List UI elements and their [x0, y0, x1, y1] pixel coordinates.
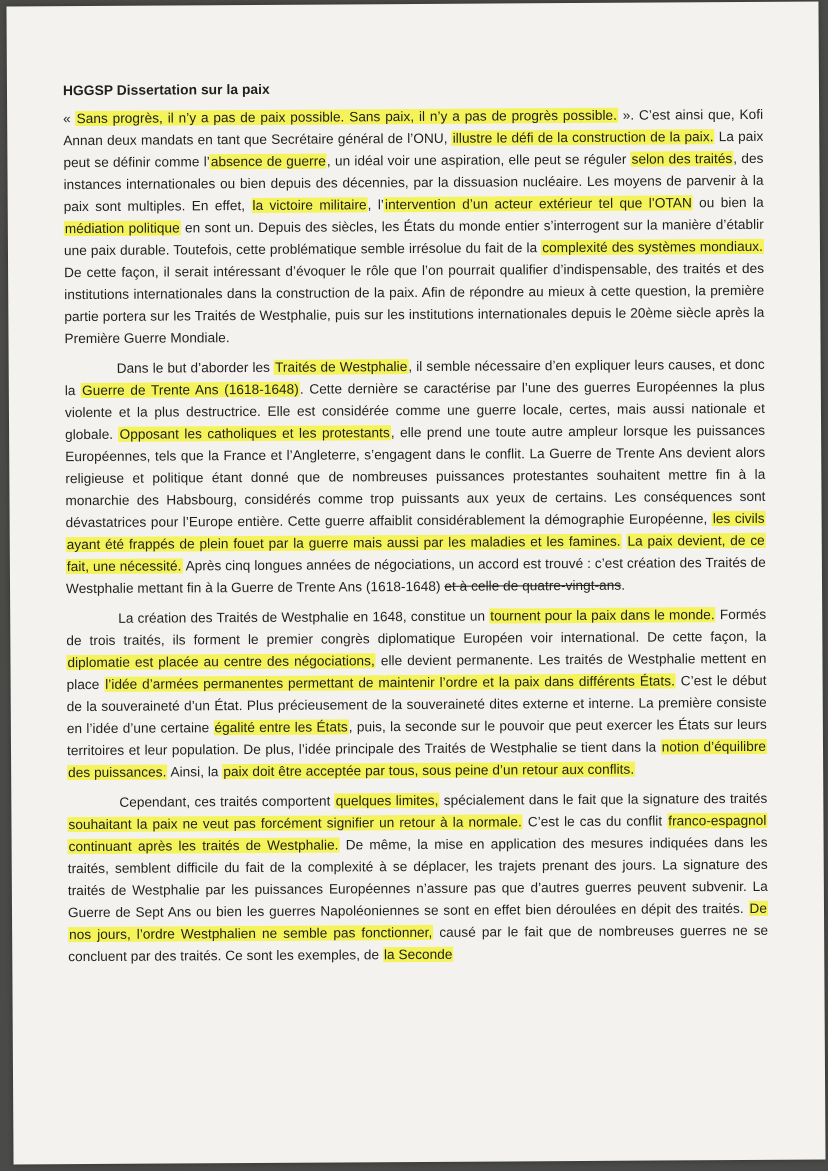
text-run: Ainsi, la: [167, 764, 223, 780]
text-run: , des instances internationales ou bien depuis des décennies, par la dissuasion nucléaire. Les moyens de parvenir à la paix sont multiples. En effet,: [63, 150, 764, 215]
text-run: , il semble nécessaire d’en expliquer leurs causes, et donc la: [64, 356, 765, 399]
text-run: ». C’est ainsi que, Kofi Annan deux mandats en tant que Secrétaire général de l’ONU,: [63, 106, 764, 149]
paragraph-westphalia-causes: [65, 354, 766, 600]
text-run: Après cinq longues années de négociations, un accord est trouvé : c’est création des Traités de Westphalie mettant fin à la Guerre de Trente Ans (1618-1648): [65, 554, 766, 597]
text-run: Formés de trois traités, ils forment le premier congrès diplomatique Européen voir international. De cette façon, la: [66, 606, 767, 649]
document-title: HGGSP Dissertation sur la paix: [62, 81, 270, 99]
highlighted-text: franco-espagnol continuant après les traités de Westphalie.: [68, 812, 767, 855]
highlighted-text: notion d’équilibre des puissances.: [68, 738, 767, 781]
highlighted-text: quelques limites,: [335, 792, 439, 809]
text-run: La création des Traités de Westphalie en 1648, constitue un: [118, 608, 490, 626]
text-run: ou bien la: [692, 194, 764, 211]
text-run: .: [621, 577, 626, 593]
text-run: Cependant, ces traités comportent: [119, 793, 335, 810]
highlighted-text: absence de guerre: [210, 153, 326, 170]
document-body: [63, 76, 768, 976]
text-run: C’est le cas du conflit: [522, 813, 668, 830]
struck-text: et à celle de quatre-vingt-ans: [444, 577, 622, 594]
paragraph-intro: [63, 104, 764, 350]
text-run: en sont un. Depuis des siècles, les États du monde entier s’interrogent sur la manière d’établir une paix durable. Toutefois, cette problématique semble irrésolue du fait de la: [63, 216, 764, 259]
highlighted-text: paix doit être acceptée par tous, sous peine d’un retour aux conflits.: [223, 761, 635, 780]
highlighted-text: illustre le défi de la construction de la paix.: [452, 129, 714, 146]
paper-sheet: [6, 2, 825, 1165]
highlighted-text: complexité des systèmes mondiaux.: [542, 238, 764, 256]
paragraph-westphalia-limits: [67, 788, 768, 968]
text-run: De même, la mise en application des mesures indiquées dans les traités, semblent difficile du fait de la complexité à se déplacer, les trajets prenant des jours. La signature des traités de Westphalie par les puissances Européennes n’assure pas que d’autres guerres peuvent subvenir. La Guerre de Sept Ans ou bien les guerres Napoléoniennes se sont en effet bien déroulées en dépit des traités.: [67, 834, 768, 921]
text-run: spécialement dans le fait que la signature des traités: [439, 790, 768, 808]
highlighted-text: intervention d’un acteur extérieur tel que l’OTAN: [384, 195, 692, 213]
highlighted-text: égalité entre les États: [214, 719, 348, 736]
highlighted-text: Traités de Westphalie: [275, 359, 408, 375]
highlighted-text: la Seconde: [383, 946, 453, 963]
highlighted-text: tournent pour la paix dans le monde.: [490, 607, 715, 624]
highlighted-text: De nos jours, l’ordre Westphalien ne semble pas fonctionner,: [69, 900, 768, 943]
text-run: causé par le fait que de nombreuses guerres ne se concluent par des traités. Ce sont les exemples, de: [68, 922, 769, 965]
text-run: , l’: [367, 197, 385, 213]
highlighted-text: les civils ayant été frappés de plein fouet par la guerre mais aussi par les maladies et les famines.: [66, 510, 765, 553]
highlighted-text: selon des traités: [631, 151, 733, 167]
text-run: La paix peut se définir comme l’: [63, 128, 764, 171]
text-run: elle devient permanente. Les traités de Westphalie mettent en place: [66, 650, 767, 693]
highlighted-text: Guerre de Trente Ans (1618-1648): [82, 381, 299, 399]
highlighted-text: souhaitant la paix ne veut pas forcément signifier un retour à la normale.: [68, 814, 522, 833]
highlighted-text: Sans progrès, il n’y a pas de paix possible. Sans paix, il n’y a pas de progrès possible.: [76, 107, 617, 127]
highlighted-text: l’idée d’armées permanentes permettant de maintenir l’ordre et la paix dans différents États.: [105, 673, 675, 692]
text-run: C’est le début de la souveraineté d’un État. Plus précieusement de la souveraineté dites externe et interne. La première consiste en l’idée d’une certaine: [66, 672, 767, 737]
paragraph-westphalia-creation: [66, 604, 767, 784]
text-run: Dans le but d’aborder les: [116, 359, 275, 376]
highlighted-text: diplomatie est placée au centre des négociations,: [67, 653, 375, 671]
text-run: , elle prend une toute autre ampleur lorsque les puissances Européennes, tels que la France et l’Angleterre, s’engagent dans le conflit. La Guerre de Trente Ans devient alors religieuse et politique étant donné que de nombreuses puissances protestantes souhaitent mettre fin à la monarchie des Habsbourg, considérés comme trop puissants aux yeux de certains. Les conséquences sont dévastatrices pour l’Europe entière. Cette guerre affaiblit considérablement la démographie Européenne,: [65, 422, 766, 531]
highlighted-text: Opposant les catholiques et les protestants: [119, 425, 390, 442]
text-run: «: [63, 111, 76, 127]
text-run: De cette façon, il serait intéressant d’évoquer le rôle que l’on pourrait qualifier d’indispensable, des traités et des institutions internationales dans la construction de la paix. Afin de répondre au mieux à cette question, la première partie portera sur les Traités de Westphalie, puis sur les institutions internationales depuis le 20ème siècle après la Première Guerre Mondiale.: [64, 260, 765, 347]
highlighted-text: la victoire militaire: [252, 197, 367, 213]
highlighted-text: médiation politique: [64, 220, 180, 237]
highlighted-text: La paix devient, de ce fait, une nécessité.: [66, 532, 765, 575]
text-run: , un idéal voir une aspiration, elle peut se réguler: [326, 151, 631, 169]
text-run: . Cette dernière se caractérise par l’une des guerres Européennes la plus violente et la plus destructrice. Elle est considérée comme une guerre locale, certes, mais aussi nationale et globale.: [64, 378, 765, 443]
text-run: , puis, la seconde sur le pouvoir que peut exercer les États sur leurs territoires et leur population. De plus, l’idée principale des Traités de Westphalie se tient dans la: [66, 716, 767, 759]
